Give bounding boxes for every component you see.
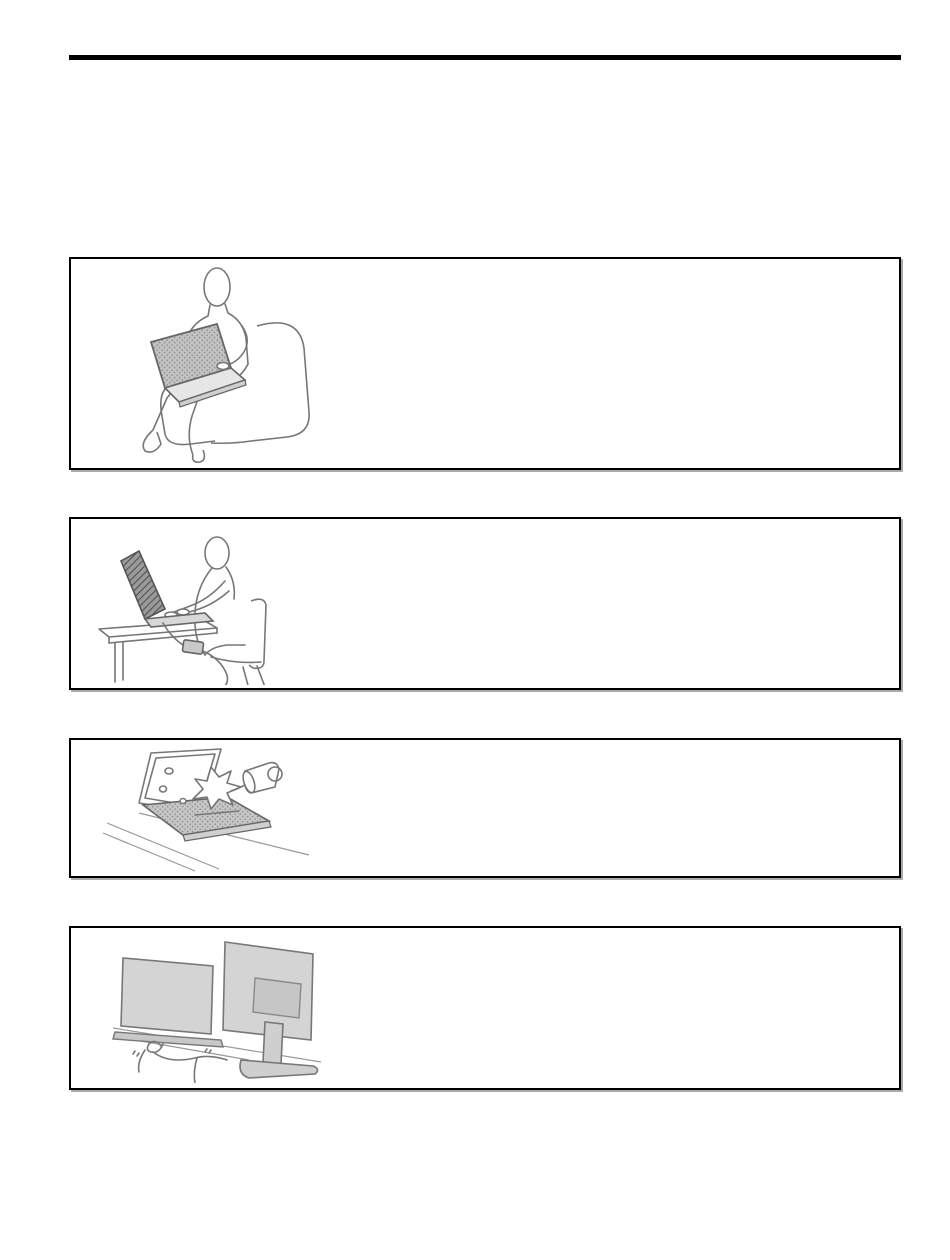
figure-box-cables-displays xyxy=(69,926,901,1090)
figure-box-liquid-spill xyxy=(69,738,901,878)
figure-box-laptop-at-desk xyxy=(69,517,901,690)
laptop-at-desk-adapter-illustration xyxy=(93,525,328,685)
liquid-spill-illustration xyxy=(99,743,334,873)
laptop-on-lap-illustration xyxy=(111,264,351,464)
figure-box-laptop-on-lap xyxy=(69,257,901,470)
cables-behind-displays-illustration xyxy=(109,936,324,1083)
section-divider-rule xyxy=(69,55,901,60)
